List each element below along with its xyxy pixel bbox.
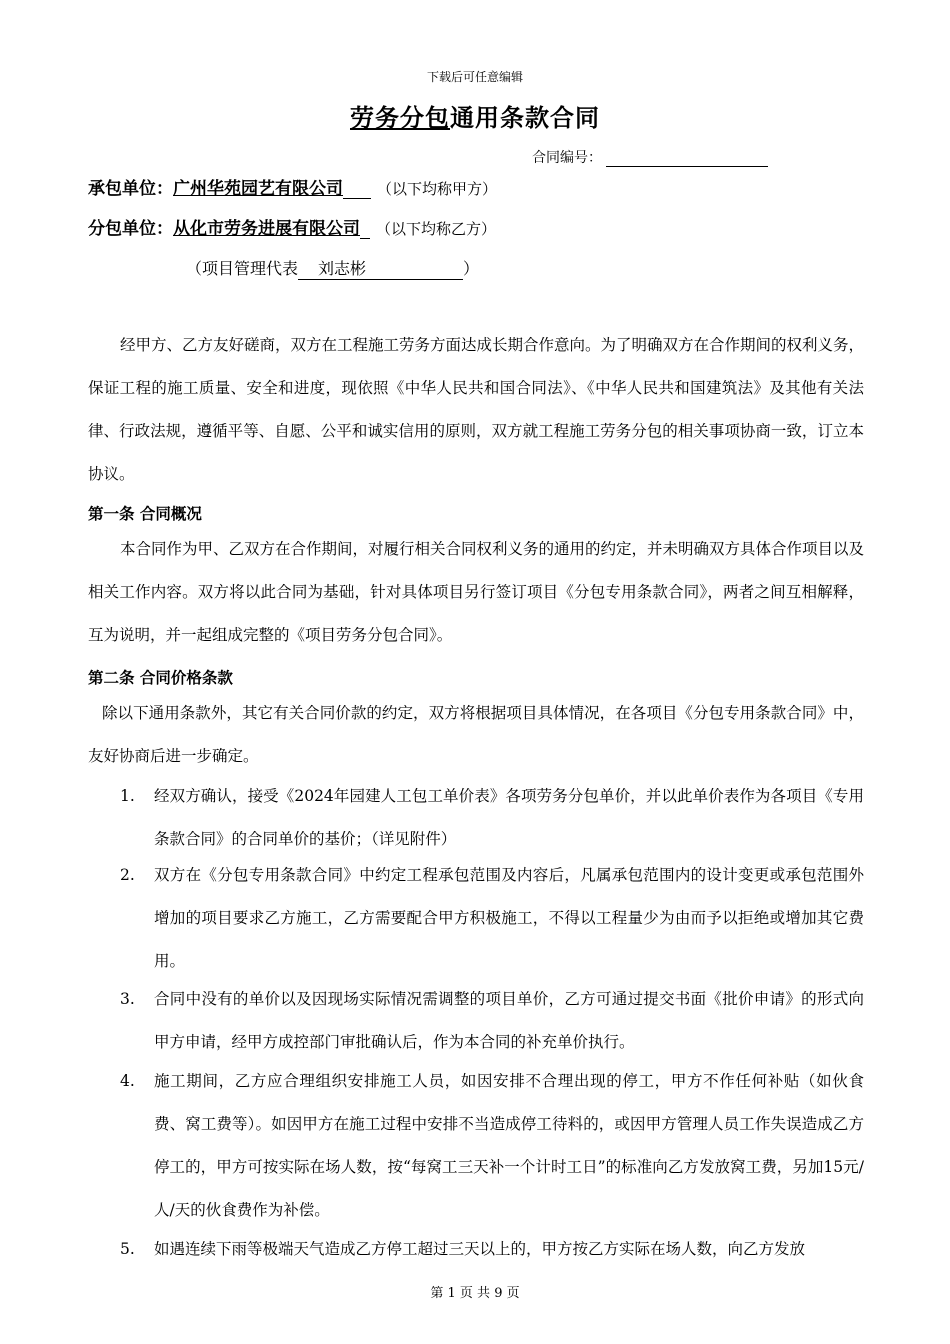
list-item [120, 775, 864, 861]
article2-heading: 第二条 合同价格条款 [88, 668, 233, 687]
party-b-label: 分包单位： [88, 219, 173, 239]
contract-number-blank [606, 152, 768, 167]
party-b-blank [360, 221, 370, 239]
item-number: 4. [120, 1072, 135, 1090]
article1-paragraph: 本合同作为甲、乙双方在合作期间，对履行相关合同权利义务的通用的约定，并未明确双方具体合作项目以及相关工作内容。双方将以此合同为基础，针对具体项目另行签订项目《分包专用条款合同》，两者之间互相解释，互为说明，并一起组成完整的《项目劳务分包合同》。 [88, 540, 865, 644]
title-underlined: 劳务分包 [350, 103, 450, 132]
item-text: 经双方确认，接受《2024年园建人工包工单价表》各项劳务分包单价，并以此单价表作为各项目《专用条款合同》的合同单价的基价；（详见附件） [154, 787, 864, 848]
item-text: 双方在《分包专用条款合同》中约定工程承包范围及内容后，凡属承包范围内的设计变更或承包范围外增加的项目要求乙方施工，乙方需要配合甲方积极施工，不得以工程量少为由而予以拒绝或增加其它费用。 [154, 866, 864, 970]
item-text: 如遇连续下雨等极端天气造成乙方停工超过三天以上的，甲方按乙方实际在场人数，向乙方发放 [154, 1240, 806, 1258]
party-b-line [88, 214, 496, 239]
article2-paragraph: 除以下通用条款外，其它有关合同价款的约定，双方将根据项目具体情况，在各项目《分包专用条款合同》中，友好协商后进一步确定。 [88, 704, 864, 765]
page-footer: 第 1 页 共 9 页 [430, 1286, 520, 1301]
party-a-line [88, 174, 497, 199]
item-text: 施工期间，乙方应合理组织安排施工人员，如因安排不合理出现的停工，甲方不作任何补贴（如伙食费、窝工费等）。如因甲方在施工过程中安排不当造成停工待料的，或因甲方管理人员工作失误造成乙方停工的，甲方可按实际在场人数，按“每窝工三天补一个计时工日”的标准向乙方发放窝工费，另加15元/人/天的伙食费作为补偿。 [154, 1072, 864, 1219]
party-b-name: 从化市劳务进展有限公司 [173, 219, 360, 239]
list-item [120, 1228, 864, 1271]
project-rep-line [186, 256, 479, 280]
header-note: 下载后可任意编辑 [426, 70, 523, 84]
party-a-note: （以下均称甲方） [377, 180, 498, 198]
list-item [120, 854, 864, 983]
party-b-note: （以下均称乙方） [376, 220, 497, 238]
contract-number [532, 147, 768, 167]
rep-open: （项目管理代表 [186, 259, 299, 278]
party-a-name: 广州华苑园艺有限公司 [173, 179, 343, 199]
party-a-blank [343, 181, 371, 199]
title-rest: 通用条款合同 [450, 103, 600, 132]
intro-paragraph: 经甲方、乙方友好磋商，双方在工程施工劳务方面达成长期合作意向。为了明确双方在合作期间的权利义务，保证工程的施工质量、安全和进度，现依照《中华人民共和国合同法》、《中华人民共和国建筑法》及其他有关法律、行政法规，遵循平等、自愿、公平和诚实信用的原则，双方就工程施工劳务分包的相关事项协商一致，订立本协议。 [88, 336, 865, 483]
item-number: 2. [120, 866, 135, 884]
party-a-label: 承包单位： [88, 179, 173, 199]
item-text: 合同中没有的单价以及因现场实际情况需调整的项目单价，乙方可通过提交书面《批价申请》的形式向甲方申请，经甲方成控部门审批确认后，作为本合同的补充单价执行。 [154, 990, 864, 1051]
rep-close: ） [463, 259, 480, 278]
rep-name: 刘志彬 [298, 256, 463, 280]
item-number: 5. [120, 1240, 135, 1258]
contract-number-label: 合同编号： [532, 150, 602, 166]
item-number: 3. [120, 990, 135, 1008]
page-title [0, 98, 950, 133]
list-item [120, 1060, 864, 1232]
article1-heading: 第一条 合同概况 [88, 504, 202, 523]
item-number: 1. [120, 787, 135, 805]
list-item [120, 978, 864, 1064]
